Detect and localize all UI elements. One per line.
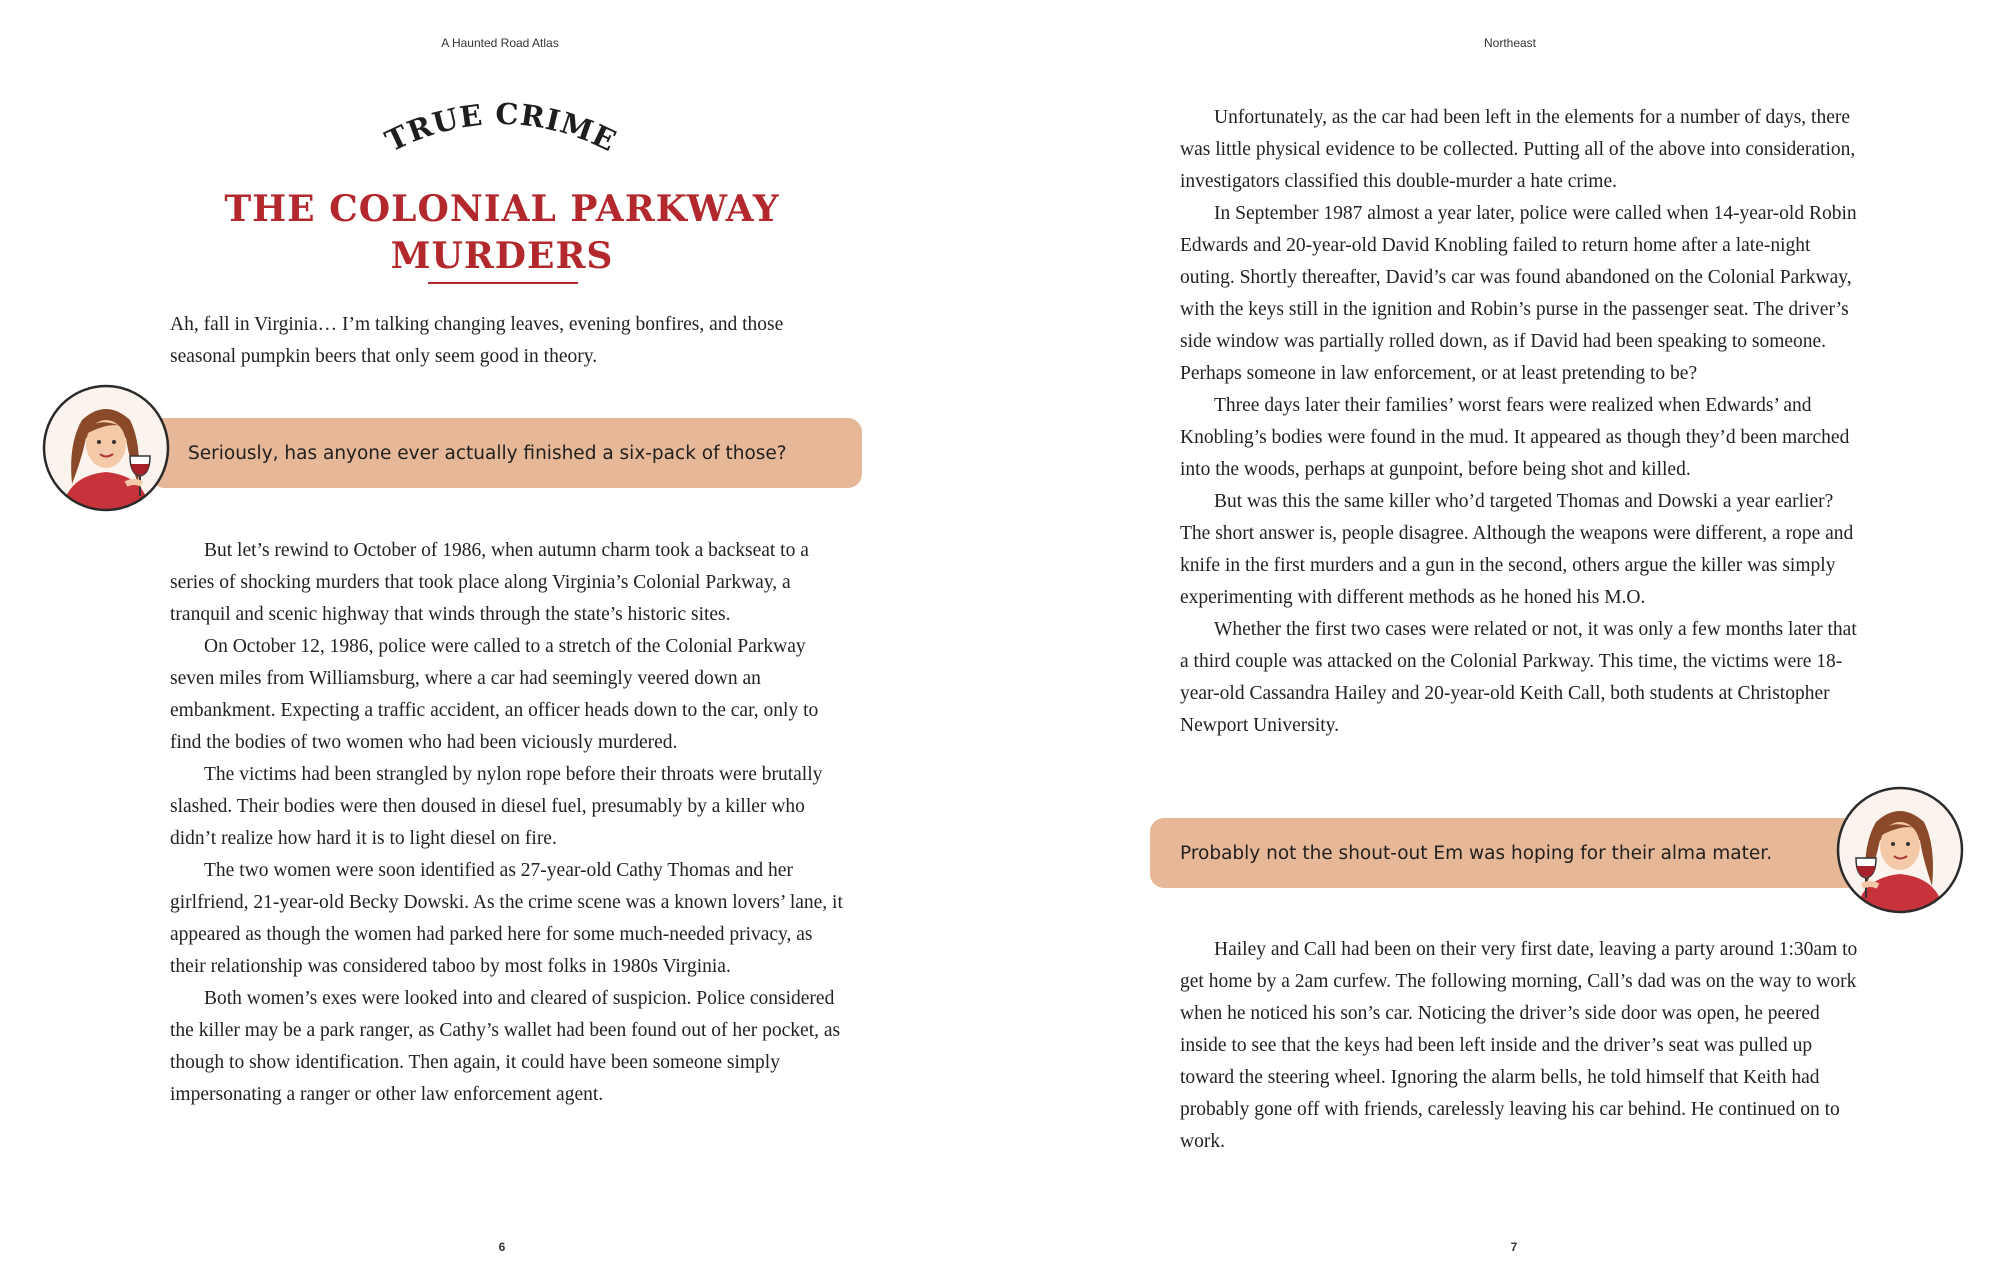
running-head: Northeast — [1483, 36, 1537, 50]
paragraph: The victims had been strangled by nylon rope before their throats were brutally slashed. Their bodies were then doused in diesel fuel, presumably by a killer who didn’t realize how hard it is to light diesel on fire. — [170, 764, 823, 849]
paragraph: Hailey and Call had been on their very first date, leaving a party around 1:30am to get home by a 2am curfew. The following morning, Call’s dad was on the way to work when he noticed his son’s car. Noticing the driver’s side door was open, he peered inside to see that the keys had been left inside and the driver’s seat was pulled up toward the steering wheel. Ignoring the alarm bells, he told himself that Keith had probably gone off with friends, carelessly leaving his car behind. He continued on to work. — [1180, 939, 1858, 1152]
right-body-text-top — [1180, 102, 1858, 742]
intro-paragraph: Ah, fall in Virginia… I’m talking changing leaves, evening bonfires, and those seasonal pumpkin beers that only seem good in theory. — [170, 314, 784, 367]
right-body-text-bottom — [1180, 934, 1858, 1158]
kicker — [380, 96, 622, 162]
avatar-host-left — [42, 384, 170, 512]
paragraph: Unfortunately, as the car had been left in the elements for a number of days, there was little physical evidence to be collected. Putting all of the above into consideration, investigators classified this double-murder a hate crime. — [1180, 107, 1856, 192]
title-line-1: THE COLONIAL PARKWAY — [224, 188, 780, 230]
page-number: 6 — [498, 1240, 506, 1254]
left-body-text — [170, 535, 848, 1111]
paragraph: But was this the same killer who’d targeted Thomas and Dowski a year earlier? The short answer is, people disagree. Although the weapons were different, a rope and knife in the first murders and a gun in the second, others argue the killer was simply experimenting with different methods as he honed his M.O. — [1180, 491, 1854, 608]
intro-text — [170, 309, 848, 373]
page-title — [200, 186, 804, 280]
title-line-2: MURDERS — [390, 235, 614, 277]
paragraph: But let’s rewind to October of 1986, when autumn charm took a backseat to a series of shocking murders that took place along Virginia’s Colonial Parkway, a tranquil and scenic highway that winds through the state’s historic sites. — [170, 540, 809, 625]
right-page — [1000, 0, 2000, 1286]
page-number: 7 — [1510, 1240, 1518, 1254]
paragraph: The two women were soon identified as 27-year-old Cathy Thomas and her girlfriend, 21-year-old Becky Dowski. As the crime scene was a known lovers’ lane, it appeared as though the women had parked here for some much-needed privacy, as their relationship was considered taboo by most folks in 1980s Virginia. — [170, 860, 843, 977]
callout-left — [150, 418, 862, 488]
callout-left-text: Seriously, has anyone ever actually finished a six-pack of those? — [188, 442, 787, 464]
paragraph: Both women’s exes were looked into and cleared of suspicion. Police considered the killer may be a park ranger, as Cathy’s wallet had been found out of her pocket, as though to show identification. Then again, it could have been someone simply impersonating a ranger or other law enforcement agent. — [170, 988, 841, 1105]
svg-text:TRUE CRIME — [380, 97, 622, 159]
paragraph: Three days later their families’ worst fears were realized when Edwards’ and Knobling’s bodies were found in the mud. It appeared as though they’d been marched into the woods, perhaps at gunpoint, before being shot and killed. — [1180, 395, 1850, 480]
paragraph: On October 12, 1986, police were called to a stretch of the Colonial Parkway seven miles from Williamsburg, where a car had seemingly veered down an embankment. Expecting a traffic accident, an officer heads down to the car, only to find the bodies of two women who had been viciously murdered. — [170, 636, 819, 753]
callout-right — [1150, 818, 1866, 888]
callout-right-text: Probably not the shout-out Em was hoping for their alma mater. — [1180, 842, 1773, 864]
paragraph: In September 1987 almost a year later, police were called when 14-year-old Robin Edwards and 20-year-old David Knobling failed to return home after a late-night outing. Shortly thereafter, David’s car was found abandoned on the Colonial Parkway, with the keys still in the ignition and Robin’s purse in the passenger seat. The driver’s side window was partially rolled down, as if David had been speaking to someone. Perhaps someone in law enforcement, or at least pretending to be? — [1180, 203, 1857, 384]
avatar-illustration-icon — [42, 384, 170, 512]
paragraph: Whether the first two cases were related or not, it was only a few months later that a third couple was attacked on the Colonial Parkway. This time, the victims were 18-year-old Cassandra Hailey and 20-year-old Keith Call, both students at Christopher Newport University. — [1180, 619, 1857, 736]
running-head: A Haunted Road Atlas — [441, 36, 559, 50]
avatar-illustration-icon — [1836, 786, 1964, 914]
kicker-text: TRUE CRIME — [380, 96, 622, 159]
avatar-host-right — [1836, 786, 1964, 914]
title-rule — [428, 282, 578, 284]
